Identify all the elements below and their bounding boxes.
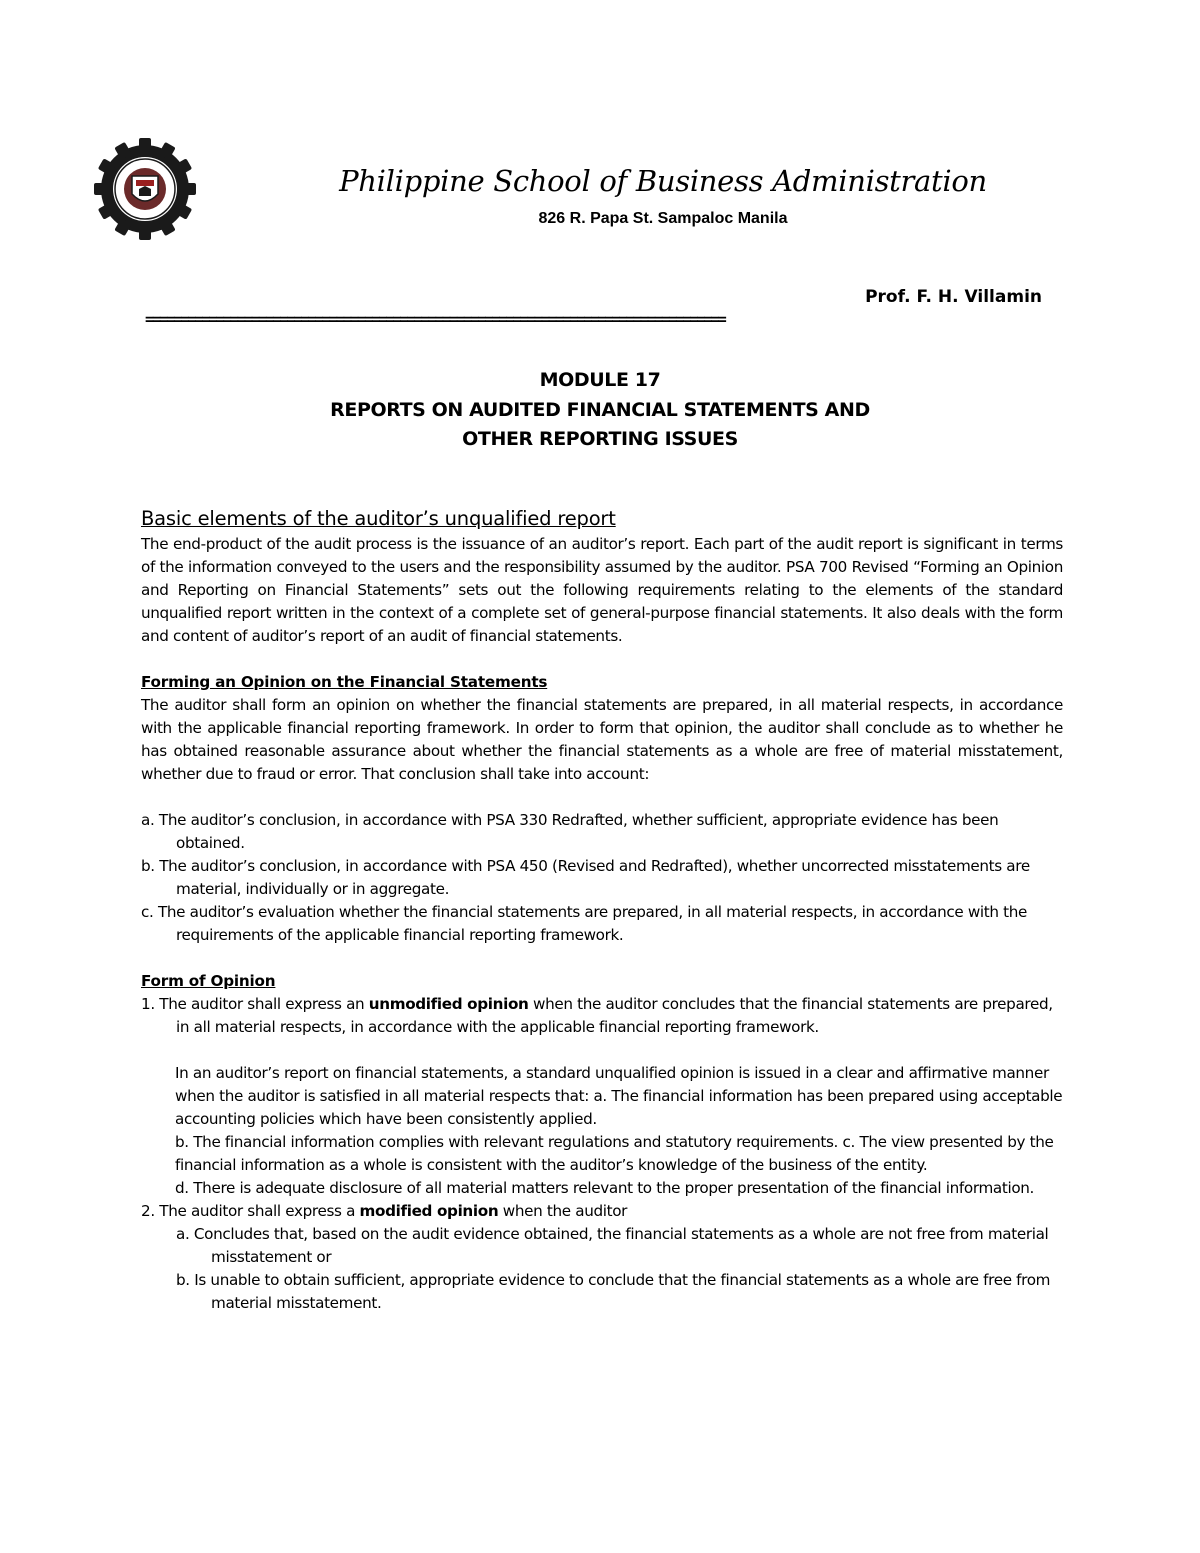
section-heading-forming-opinion: Forming an Opinion on the Financial Statements (141, 673, 548, 691)
list-item-unmodified-opinion: 1. The auditor shall express an unmodified opinion when the auditor concludes that the financial statements are prepared, in all material respects, in accordance with the applicable financial reporting framework. (141, 995, 1053, 1036)
module-title-block (0, 366, 1200, 455)
module-number: MODULE 17 (539, 369, 661, 391)
forming-opinion-paragraph: The auditor shall form an opinion on whether the financial statements are prepared, in all material respects, in accordance with the applicable financial reporting framework. In order to form that opinion, the auditor shall conclude as to whether he has obtained reasonable assurance about whether the financial statements as a whole are free of material misstatement, whether due to fraud or error. That conclusion shall take into account: (141, 696, 1063, 783)
section-heading-form-of-opinion: Form of Opinion (141, 972, 276, 990)
standard-opinion-point-d: d. There is adequate disclosure of all material matters relevant to the proper presentation of the financial information. (175, 1179, 1035, 1197)
module-title-line-2: OTHER REPORTING ISSUES (462, 428, 738, 450)
section-heading-basic-elements: Basic elements of the auditor’s unqualified report (141, 507, 616, 530)
list-item: b. The auditor’s conclusion, in accordance with PSA 450 (Revised and Redrafted), whether uncorrected misstatements are material, individually or in aggregate. (141, 857, 1030, 898)
list-item: b. Is unable to obtain sufficient, appropriate evidence to conclude that the financial statements as a whole are free from material misstatement. (176, 1271, 1051, 1312)
school-name: Philippine School of Business Administration (339, 164, 987, 198)
school-address: 826 R. Papa St. Sampaloc Manila (538, 210, 788, 227)
separator-rule: ================================================================================== (145, 310, 725, 328)
standard-opinion-point-b: b. The financial information complies with relevant regulations and statutory requirements. c. The view presented by the financial information as a whole is consistent with the auditor’s knowledge of the business of the entity. (175, 1133, 1054, 1174)
list-item: a. The auditor’s conclusion, in accordance with PSA 330 Redrafted, whether sufficient, appropriate evidence has been obtained. (141, 811, 999, 852)
list-item: a. Concludes that, based on the audit evidence obtained, the financial statements as a whole are not free from material misstatement or (176, 1225, 1049, 1266)
list-item-modified-opinion: 2. The auditor shall express a modified opinion when the auditor (141, 1202, 628, 1220)
module-title-line-1: REPORTS ON AUDITED FINANCIAL STATEMENTS AND (330, 398, 870, 421)
basic-elements-paragraph: The end-product of the audit process is the issuance of an auditor’s report. Each part of the audit report is significant in terms of the information conveyed to the users and the responsibility assumed by the auditor. PSA 700 Revised “Forming an Opinion and Reporting on Financial Statements” sets out the following requirements relating to the elements of the standard unqualified report written in the context of a complete set of general-purpose financial statements. It also deals with the form and content of auditor’s report of an audit of financial statements. (141, 535, 1063, 645)
document-body (141, 505, 1063, 1315)
standard-opinion-paragraph: In an auditor’s report on financial statements, a standard unqualified opinion is issued in a clear and affirmative manner when the auditor is satisfied in all material respects that: a. The financial information has been prepared using acceptable accounting policies which have been consistently applied. (175, 1064, 1063, 1128)
list-item: c. The auditor’s evaluation whether the financial statements are prepared, in all material respects, in accordance with the requirements of the applicable financial reporting framework. (141, 903, 1027, 944)
professor-name: Prof. F. H. Villamin (865, 287, 1042, 307)
